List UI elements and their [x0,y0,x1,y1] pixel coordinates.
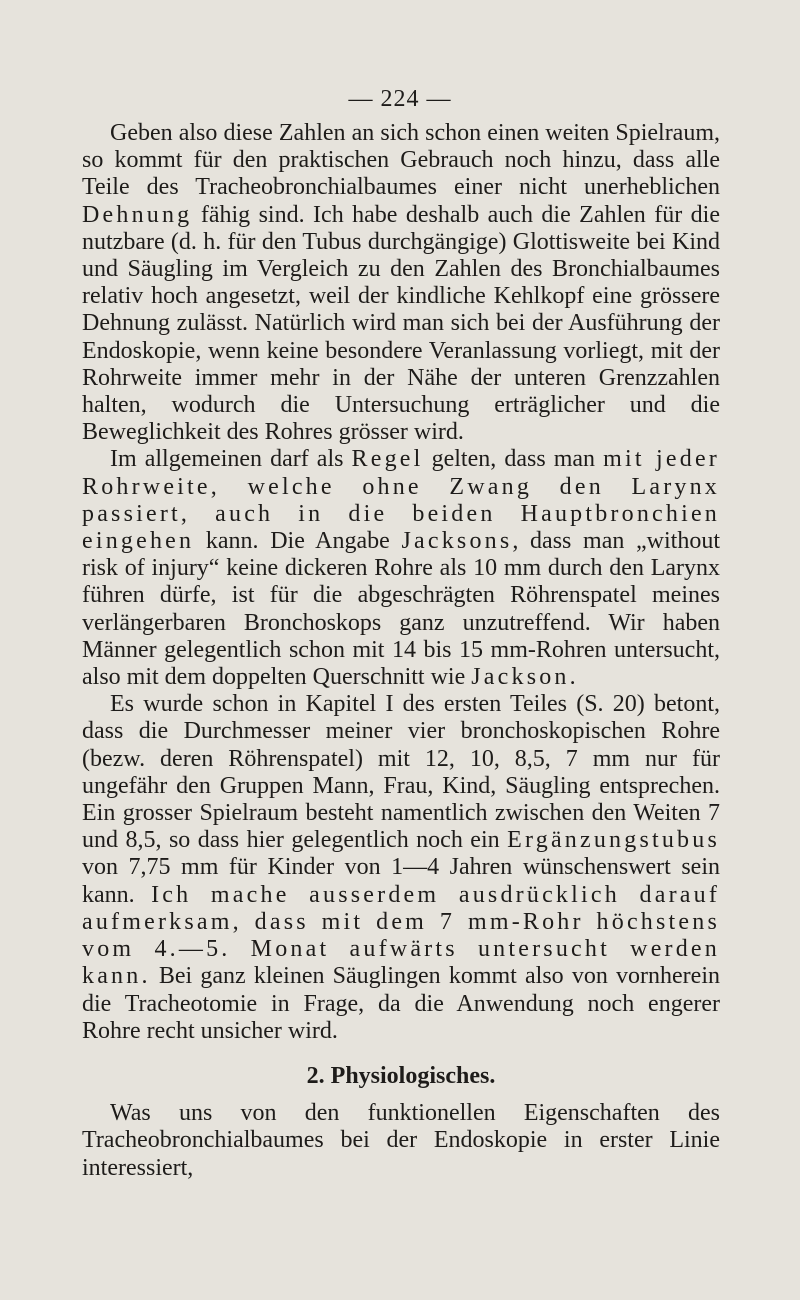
emphasized-text: Ergänzungstubus [507,827,720,854]
section-heading: 2. Physiologisches. [306,1062,496,1089]
text-run: fähig sind. Ich habe deshalb auch die Zahlen für die nutzbare (d. h. für den Tubus durchgängige) Glottisweite bei Kind und Säugling im Vergleich zu den Zahlen des Bronchialbaumes relativ hoch angesetzt, weil der kindliche Kehlkopf eine grössere Dehnung zulässt. Natürlich wird man sich bei der Ausführung der Endoskopie, wenn keine besondere Veranlassung vorliegt, mit der Rohrweite immer mehr in der Nähe der unteren Grenzzahlen halten, wodurch die Untersuchung erträglicher und die Beweglichkeit des Rohres grösser wird. [82,201,720,446]
emphasized-text: Jacksons [401,528,513,555]
emphasized-text: Jackson [471,664,570,691]
text-run: von 7,75 mm für Kinder von 1—4 Jahren wünschenswert sein kann. [82,854,720,908]
emphasized-text: Regel [351,446,424,473]
paragraph [82,691,720,1045]
paragraph [82,446,720,691]
text-run: , dass man „without risk of injury“ keine dickeren Rohre als 10 mm durch den Larynx führen dürfe, ist für die abgeschrägten Röhrenspatel meines verlängerbaren Bronchoskops ganz unzutreffend. Wir haben Männer gelegentlich schon mit 14 bis 15 mm-Rohren untersucht, also mit dem doppelten Querschnitt wie [82,528,721,691]
text-run: Geben also diese Zahlen an sich schon einen weiten Spielraum, so kommt für den praktischen Gebrauch noch hinzu, dass alle Teile des Tracheobronchialbaumes einer nicht unerheblichen [82,120,720,201]
emphasized-text: Dehnung [82,201,193,228]
emphasized-text: mit jeder Rohrweite, welche ohne Zwang den Larynx passiert, auch in die beiden Hauptbronchien eingehen [82,446,720,555]
text-run: kann. Die Angabe [194,528,402,555]
text-run: Es wurde schon in Kapitel I des ersten Teiles (S. 20) betont, dass die Durchmesser meiner vier bronchoskopischen Rohre (bezw. deren Röhrenspatel) mit 12, 10, 8,5, 7 mm nur für ungefähr den Gruppen Mann, Frau, Kind, Säugling entsprechen. Ein grosser Spielraum besteht namentlich zwischen den Weiten 7 und 8,5, so dass hier gelegentlich noch ein [82,691,720,854]
text-run: Bei ganz kleinen Säuglingen kommt also von vornherein die Tracheotomie in Frage, da die Anwendung noch engerer Rohre recht unsicher wird. [82,963,720,1044]
paragraph: Was uns von den funktionellen Eigenschaften des Tracheobronchialbaumes bei der Endoskopie in erster Linie interessiert, [82,1100,720,1181]
page-number: — 224 — [348,86,452,112]
body-text [82,120,720,1182]
paragraph [82,120,720,446]
text-run: . [569,664,576,691]
emphasized-text: Ich mache ausserdem ausdrücklich darauf aufmerksam, dass mit dem 7 mm-Rohr höchstens vom 4.—5. Monat aufwärts untersucht werden kann. [82,881,721,990]
text-run: Im allgemeinen darf als [110,446,352,473]
text-run: gelten, dass man [423,446,604,473]
